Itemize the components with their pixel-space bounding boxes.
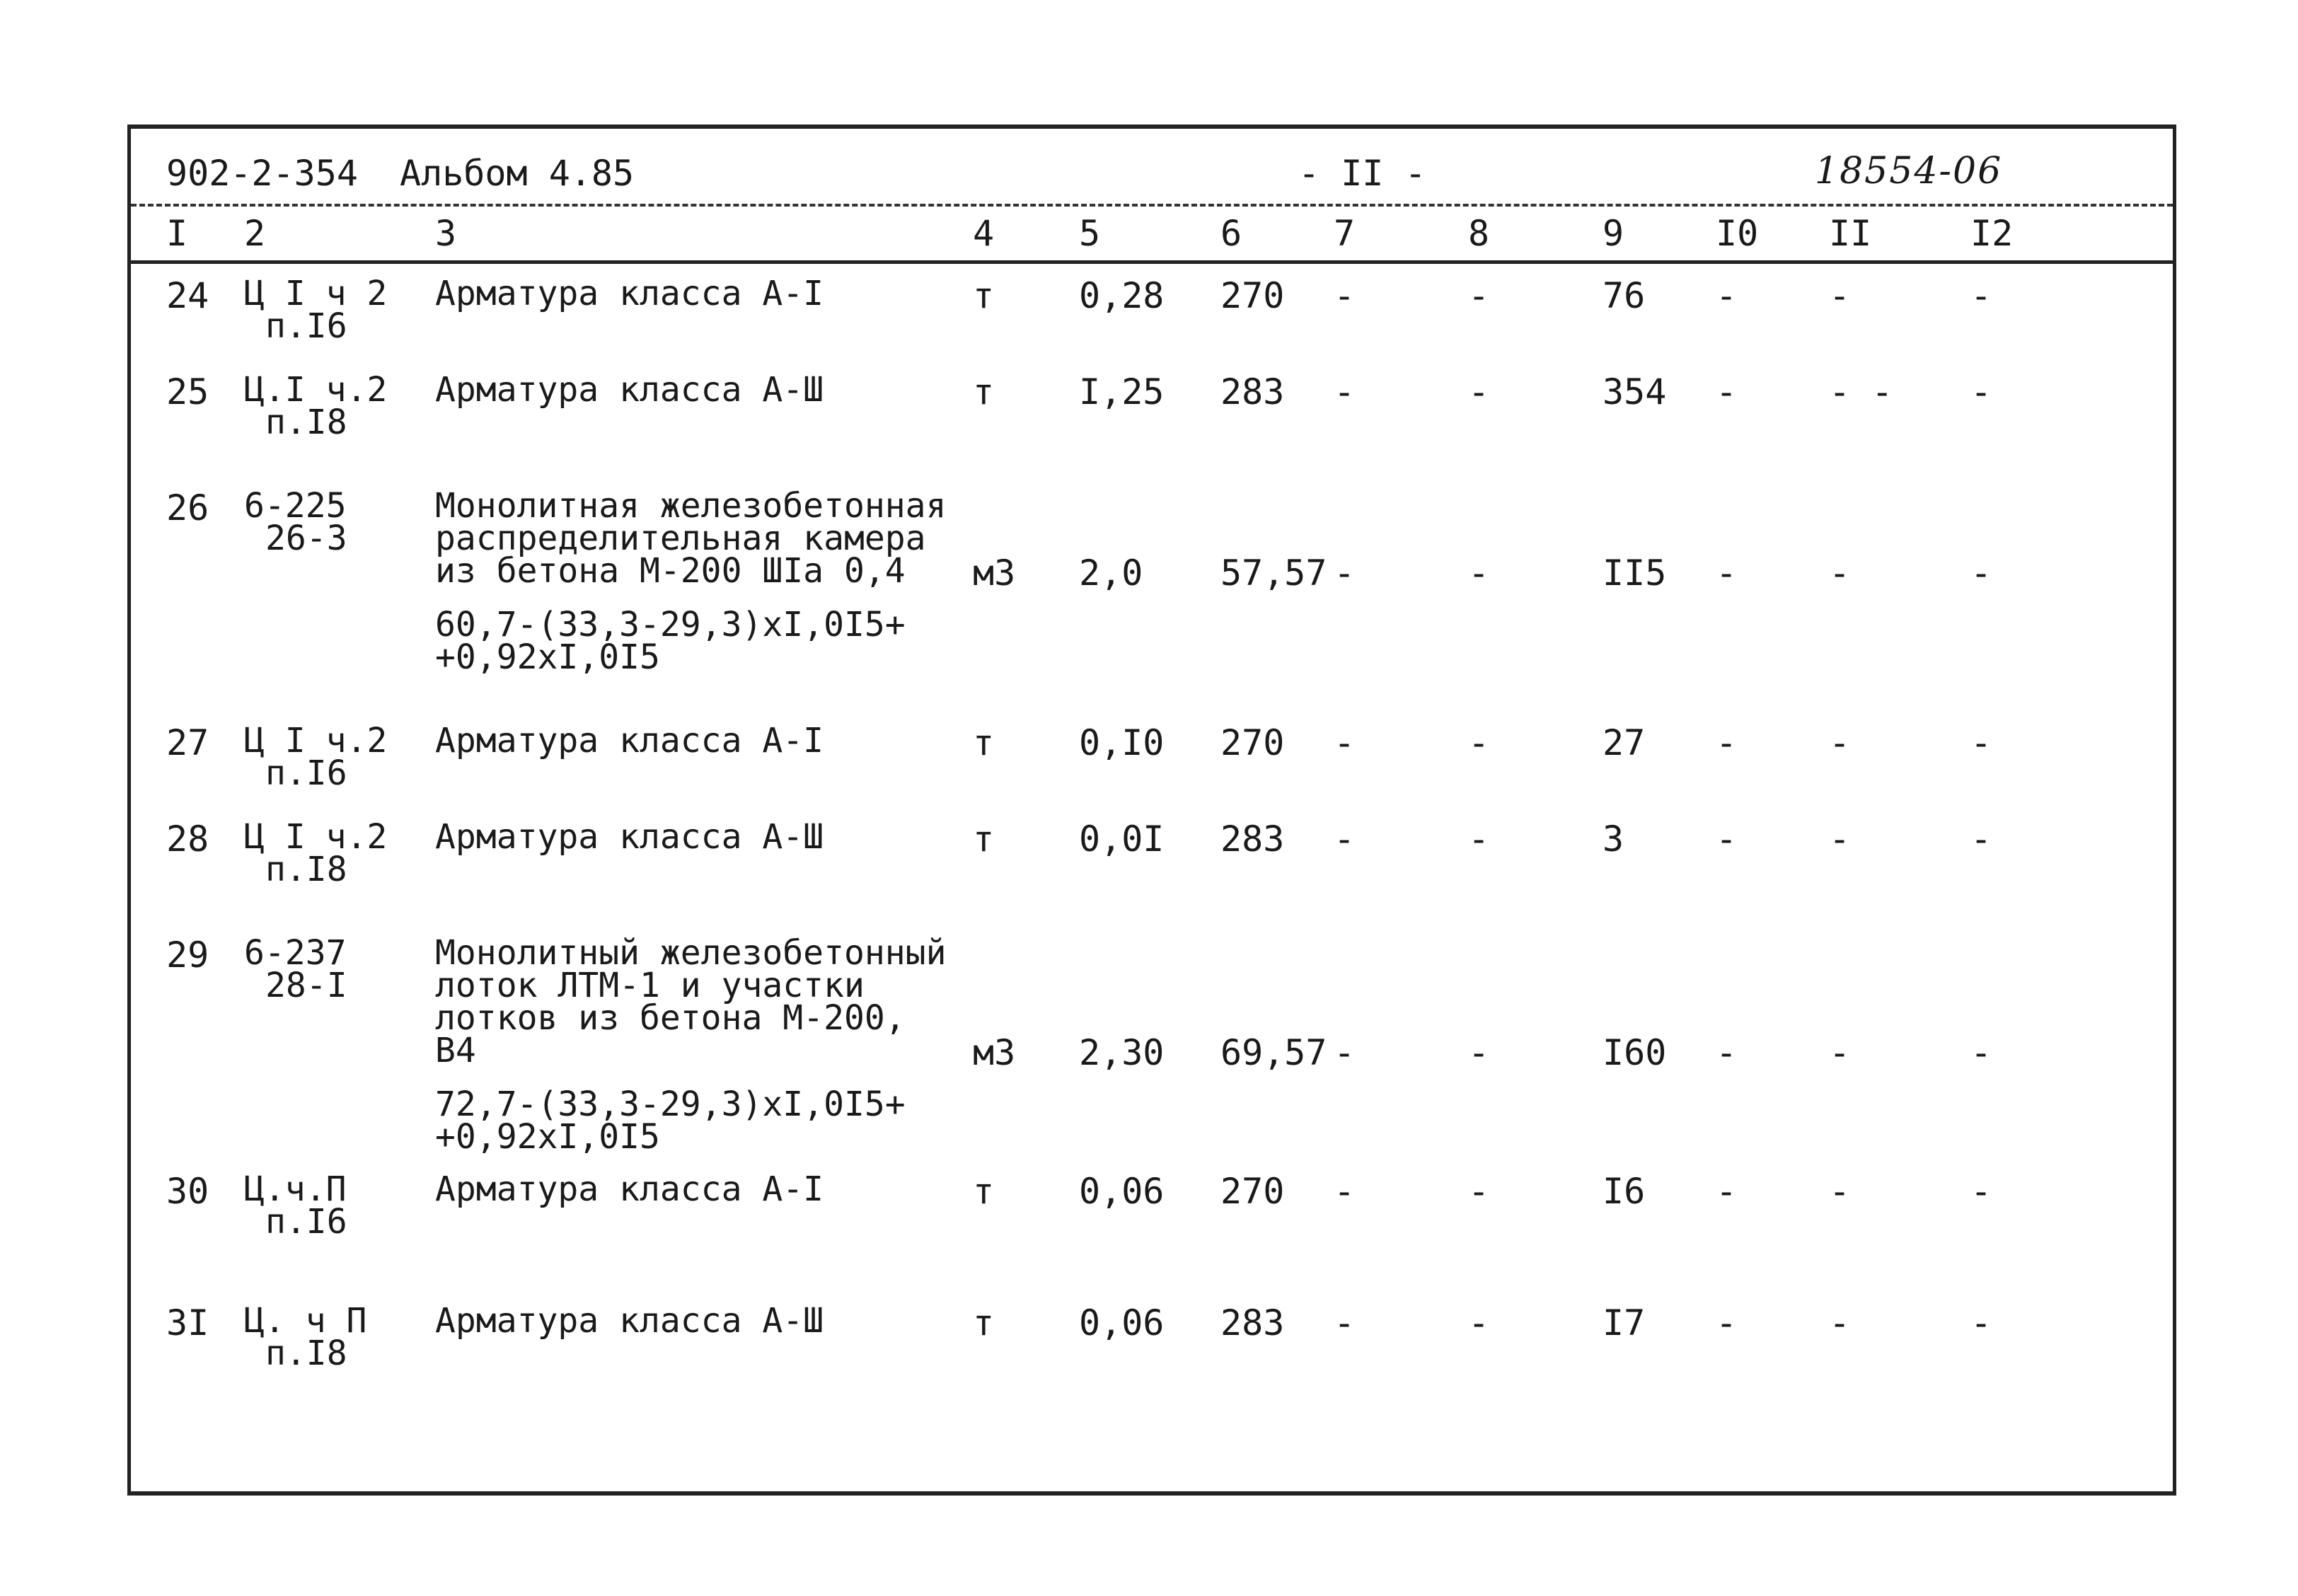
unit-price: 270 <box>1220 275 1285 316</box>
norm-reference: Ц.I ч.2 <box>244 370 388 410</box>
value-c11: - <box>1829 275 1851 316</box>
value-c9: 76 <box>1603 275 1646 316</box>
value-c8: - <box>1468 1171 1490 1212</box>
row-number: 24 <box>166 275 209 316</box>
quantity: 0,0I <box>1079 819 1165 860</box>
value-c9: 27 <box>1603 722 1646 763</box>
work-description: распределительная камера <box>435 519 926 558</box>
work-description: Арматура класса А-Ш <box>435 370 824 410</box>
value-c12: - <box>1970 275 1992 316</box>
norm-reference: п.I8 <box>265 403 347 442</box>
value-c10: - <box>1716 371 1738 412</box>
unit-price: 283 <box>1220 1302 1285 1343</box>
quantity: 0,28 <box>1079 275 1165 316</box>
value-c12: - <box>1970 553 1992 594</box>
work-description: Арматура класса А-Ш <box>435 1301 824 1341</box>
work-description: из бетона М-200 ШIа 0,4 <box>435 551 906 591</box>
value-c8: - <box>1468 819 1490 860</box>
norm-reference: 26-3 <box>265 519 347 558</box>
value-c10: - <box>1716 275 1738 316</box>
album-label: Альбом 4.85 <box>400 153 635 194</box>
volume-formula: +0,92хI,0I5 <box>435 1117 660 1157</box>
value-c10: - <box>1716 1302 1738 1343</box>
volume-formula: 72,7-(33,3-29,3)хI,0I5+ <box>435 1085 906 1124</box>
volume-formula: +0,92хI,0I5 <box>435 637 660 677</box>
row-number: 30 <box>166 1171 209 1212</box>
value-c10: - <box>1716 1032 1738 1073</box>
row-number: 25 <box>166 371 209 412</box>
value-c9: I6 <box>1603 1171 1646 1212</box>
unit-price: 69,57 <box>1220 1032 1327 1073</box>
page-number: - II - <box>1298 153 1426 194</box>
quantity: 0,I0 <box>1079 722 1165 763</box>
work-description: Арматура класса А-Ш <box>435 817 824 857</box>
unit: т <box>973 819 995 860</box>
value-c8: - <box>1468 1302 1490 1343</box>
value-c7: - <box>1334 1171 1356 1212</box>
unit: т <box>973 371 995 412</box>
value-c9: 3 <box>1603 819 1624 860</box>
column-number: 7 <box>1334 213 1356 254</box>
value-c8: - <box>1468 275 1490 316</box>
quantity: I,25 <box>1079 371 1165 412</box>
unit: м3 <box>973 1032 1016 1073</box>
doc-code: 902-2-354 <box>166 153 358 194</box>
column-number: 2 <box>244 213 266 254</box>
unit-price: 283 <box>1220 371 1285 412</box>
norm-reference: Ц. ч П <box>244 1301 367 1341</box>
unit: м3 <box>973 553 1016 594</box>
work-description: Арматура класса А-I <box>435 274 824 313</box>
row-number: 3I <box>166 1302 209 1343</box>
document-sheet <box>127 125 2176 1496</box>
value-c7: - <box>1334 553 1356 594</box>
unit-price: 57,57 <box>1220 553 1327 594</box>
norm-reference: Ц I ч.2 <box>244 721 388 761</box>
value-c12: - <box>1970 819 1992 860</box>
norm-reference: 6-237 <box>244 933 347 973</box>
value-c9: I7 <box>1603 1302 1646 1343</box>
value-c8: - <box>1468 722 1490 763</box>
unit: т <box>973 1302 995 1343</box>
volume-formula: 60,7-(33,3-29,3)хI,0I5+ <box>435 605 906 644</box>
value-c11: - <box>1829 1171 1851 1212</box>
value-c9: II5 <box>1603 553 1667 594</box>
unit-price: 270 <box>1220 1171 1285 1212</box>
row-number: 29 <box>166 935 209 976</box>
work-description: лотков из бетона М-200, <box>435 998 906 1038</box>
column-number: 6 <box>1220 213 1242 254</box>
value-c7: - <box>1334 371 1356 412</box>
unit-price: 283 <box>1220 819 1285 860</box>
value-c7: - <box>1334 722 1356 763</box>
column-number: 9 <box>1603 213 1624 254</box>
handwritten-number: 18554-06 <box>1815 150 2003 192</box>
row-number: 28 <box>166 819 209 860</box>
value-c11: - <box>1829 819 1851 860</box>
column-header-divider <box>131 260 2173 264</box>
value-c7: - <box>1334 819 1356 860</box>
value-c10: - <box>1716 553 1738 594</box>
quantity: 2,0 <box>1079 553 1143 594</box>
value-c10: - <box>1716 1171 1738 1212</box>
norm-reference: п.I8 <box>265 1334 347 1373</box>
column-number: I <box>166 213 188 254</box>
row-number: 27 <box>166 722 209 763</box>
value-c11: - <box>1829 722 1851 763</box>
unit: т <box>973 1171 995 1212</box>
norm-reference: 28-I <box>265 966 347 1005</box>
norm-reference: п.I6 <box>265 306 347 346</box>
header-divider <box>131 204 2173 207</box>
value-c10: - <box>1716 722 1738 763</box>
value-c12: - <box>1970 1171 1992 1212</box>
norm-reference: Ц.ч.П <box>244 1169 347 1209</box>
column-number: II <box>1829 213 1872 254</box>
value-c12: - <box>1970 1032 1992 1073</box>
unit-price: 270 <box>1220 722 1285 763</box>
value-c7: - <box>1334 1032 1356 1073</box>
value-c11: - - <box>1829 371 1893 412</box>
unit: т <box>973 275 995 316</box>
column-number: 8 <box>1468 213 1490 254</box>
norm-reference: Ц I ч 2 <box>244 274 388 313</box>
work-description: Монолитный железобетонный <box>435 933 947 973</box>
row-number: 26 <box>166 487 209 528</box>
work-description: Арматура класса А-I <box>435 721 824 761</box>
norm-reference: п.I6 <box>265 753 347 793</box>
work-description: В4 <box>435 1031 476 1070</box>
quantity: 0,06 <box>1079 1171 1165 1212</box>
norm-reference: 6-225 <box>244 486 347 526</box>
norm-reference: Ц I ч.2 <box>244 817 388 857</box>
column-number: 5 <box>1079 213 1101 254</box>
work-description: Арматура класса А-I <box>435 1169 824 1209</box>
quantity: 0,06 <box>1079 1302 1165 1343</box>
value-c11: - <box>1829 553 1851 594</box>
value-c12: - <box>1970 371 1992 412</box>
value-c11: - <box>1829 1032 1851 1073</box>
column-number: I0 <box>1716 213 1759 254</box>
value-c10: - <box>1716 819 1738 860</box>
value-c8: - <box>1468 553 1490 594</box>
value-c9: 354 <box>1603 371 1667 412</box>
value-c7: - <box>1334 275 1356 316</box>
column-number: I2 <box>1970 213 2014 254</box>
work-description: Монолитная железобетонная <box>435 486 947 526</box>
value-c11: - <box>1829 1302 1851 1343</box>
column-number: 4 <box>973 213 995 254</box>
value-c9: I60 <box>1603 1032 1667 1073</box>
quantity: 2,30 <box>1079 1032 1165 1073</box>
work-description: лоток ЛТМ-1 и участки <box>435 966 865 1005</box>
column-number: 3 <box>435 213 457 254</box>
value-c7: - <box>1334 1302 1356 1343</box>
norm-reference: п.I8 <box>265 850 347 889</box>
unit: т <box>973 722 995 763</box>
norm-reference: п.I6 <box>265 1202 347 1242</box>
value-c8: - <box>1468 1032 1490 1073</box>
value-c12: - <box>1970 722 1992 763</box>
value-c12: - <box>1970 1302 1992 1343</box>
value-c8: - <box>1468 371 1490 412</box>
